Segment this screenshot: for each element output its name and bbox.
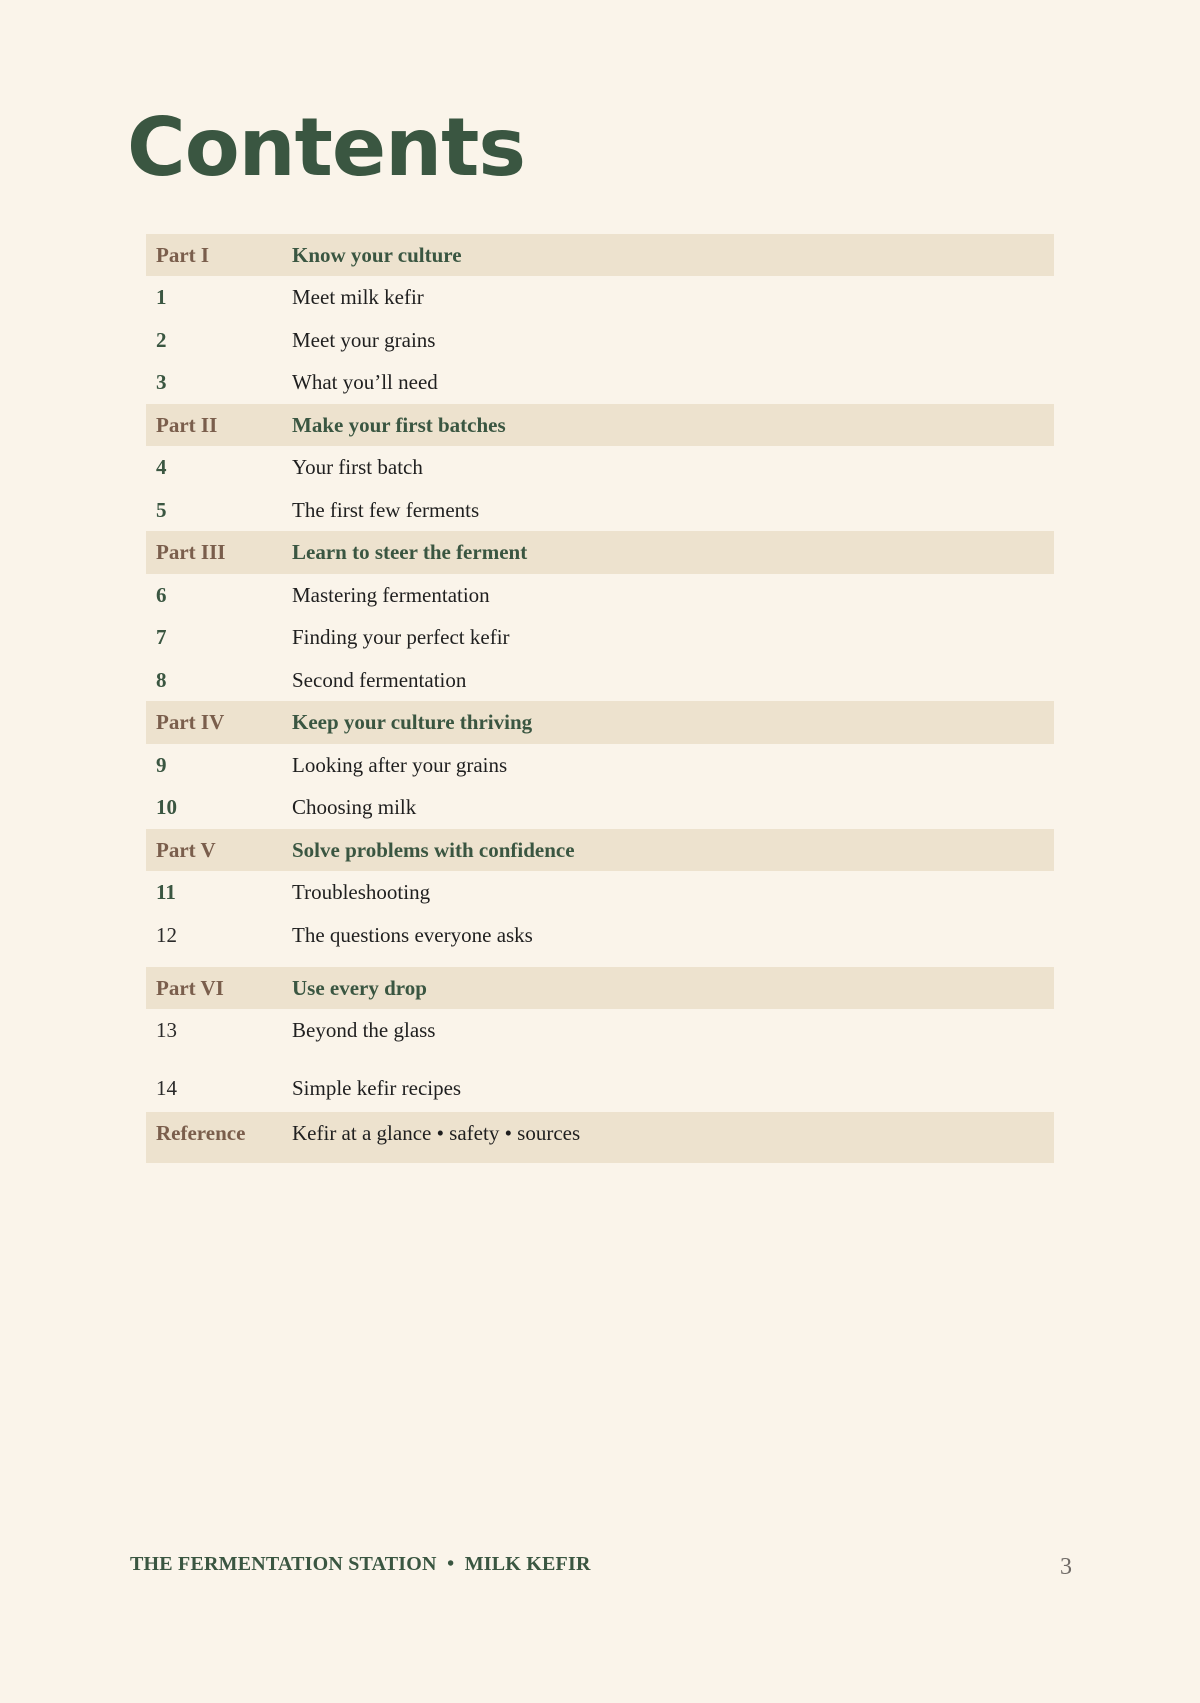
chapter-number: 14 (156, 1076, 177, 1100)
toc-reference-row (146, 1112, 1054, 1163)
chapter-number: 4 (156, 455, 167, 479)
chapter-number: 9 (156, 753, 167, 777)
toc-chapter-row (146, 871, 1054, 914)
chapter-number: 1 (156, 285, 167, 309)
toc-chapter-row (146, 446, 1054, 489)
chapter-number: 8 (156, 668, 167, 692)
part-title: Kefir at a glance • safety • sources (292, 1121, 581, 1145)
part-label: Part VI (156, 976, 224, 1000)
table-of-contents (146, 234, 1054, 1163)
chapter-title: The first few ferments (292, 498, 480, 522)
toc-chapter-row (146, 574, 1054, 616)
chapter-title: Simple kefir recipes (292, 1076, 462, 1100)
chapter-title: Second fermentation (292, 668, 467, 692)
part-title: Learn to steer the ferment (292, 540, 528, 564)
chapter-title: Meet milk kefir (292, 285, 424, 309)
part-title: Keep your culture thriving (292, 710, 533, 734)
part-label: Part III (156, 540, 226, 564)
toc-part-row (146, 234, 1054, 276)
part-title: Make your first batches (292, 413, 506, 437)
toc-chapter-row (146, 319, 1054, 361)
chapter-title: Your first batch (292, 455, 423, 479)
toc-part-row (146, 531, 1054, 574)
toc-chapter-row (146, 744, 1054, 786)
part-label: Part I (156, 243, 210, 267)
chapter-title: What you’ll need (292, 370, 438, 394)
toc-chapter-row (146, 1060, 1054, 1112)
part-label: Reference (156, 1121, 246, 1145)
chapter-title: Looking after your grains (292, 753, 508, 777)
chapter-title: Mastering fermentation (292, 583, 490, 607)
part-title: Know your culture (292, 243, 462, 267)
part-title: Solve problems with confidence (292, 838, 575, 862)
toc-chapter-row (146, 1009, 1054, 1060)
toc-part-row (146, 701, 1054, 744)
chapter-number: 11 (156, 880, 176, 904)
toc-part-row (146, 967, 1054, 1009)
toc-chapter-row (146, 361, 1054, 404)
toc-chapter-row (146, 276, 1054, 319)
running-footer: THE FERMENTATION STATION • MILK KEFIR (130, 1553, 591, 1575)
toc-chapter-row (146, 786, 1054, 829)
chapter-number: 6 (156, 583, 167, 607)
toc-chapter-row (146, 489, 1054, 531)
toc-chapter-row (146, 914, 1054, 967)
chapter-title: Troubleshooting (292, 880, 431, 904)
page-title: Contents (127, 101, 525, 194)
toc-chapter-row (146, 616, 1054, 659)
part-label: Part IV (156, 710, 225, 734)
chapter-number: 13 (156, 1018, 177, 1042)
part-label: Part II (156, 413, 218, 437)
chapter-number: 5 (156, 498, 167, 522)
part-title: Use every drop (292, 976, 427, 1000)
chapter-number: 7 (156, 625, 167, 649)
chapter-title: Choosing milk (292, 795, 417, 819)
chapter-number: 10 (156, 795, 177, 819)
chapter-title: Beyond the glass (292, 1018, 436, 1042)
toc-part-row (146, 404, 1054, 446)
chapter-number: 2 (156, 328, 167, 352)
part-label: Part V (156, 838, 216, 862)
toc-chapter-row (146, 659, 1054, 701)
chapter-number: 12 (156, 923, 177, 947)
toc-part-row (146, 829, 1054, 871)
chapter-title: Meet your grains (292, 328, 436, 352)
chapter-number: 3 (156, 370, 167, 394)
chapter-title: The questions everyone asks (292, 923, 533, 947)
page-number: 3 (1060, 1554, 1072, 1580)
chapter-title: Finding your perfect kefir (292, 625, 510, 649)
